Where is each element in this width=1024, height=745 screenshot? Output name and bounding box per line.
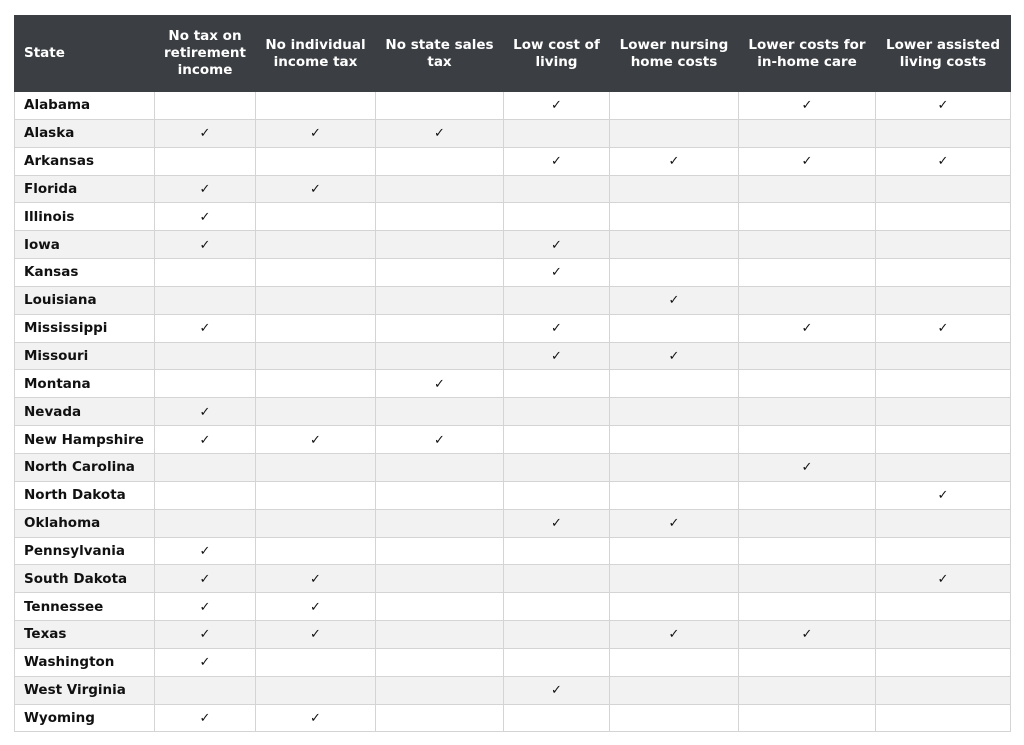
cell-no-tax-retirement-income xyxy=(155,370,256,398)
cell-no-tax-retirement-income xyxy=(155,704,256,732)
state-name-cell: Pennsylvania xyxy=(15,537,155,565)
state-name-cell: North Dakota xyxy=(15,481,155,509)
cell-lower-in-home-care-costs xyxy=(739,203,876,231)
cell-no-individual-income-tax xyxy=(256,537,376,565)
cell-lower-in-home-care-costs xyxy=(739,175,876,203)
cell-low-cost-of-living xyxy=(504,426,610,454)
checkmark-icon: ✓ xyxy=(310,432,321,448)
checkmark-icon: ✓ xyxy=(551,98,562,114)
cell-lower-assisted-living-costs xyxy=(876,370,1011,398)
cell-no-state-sales-tax xyxy=(376,398,504,426)
checkmark-icon: ✓ xyxy=(434,126,445,142)
cell-low-cost-of-living xyxy=(504,565,610,593)
cell-no-state-sales-tax xyxy=(376,119,504,147)
checkmark-icon: ✓ xyxy=(668,516,680,532)
state-name-cell: Washington xyxy=(15,648,155,676)
cell-no-tax-retirement-income xyxy=(155,509,256,537)
cell-lower-in-home-care-costs xyxy=(739,92,876,120)
table-row xyxy=(15,342,1011,370)
header-no-individual-income-tax: No individual income tax xyxy=(256,16,376,92)
checkmark-icon: ✓ xyxy=(199,181,211,197)
checkmark-icon: ✓ xyxy=(801,154,813,170)
checkmark-icon: ✓ xyxy=(551,237,562,253)
cell-no-tax-retirement-income xyxy=(155,426,256,454)
state-name-cell: Alabama xyxy=(15,92,155,120)
cell-lower-in-home-care-costs xyxy=(739,370,876,398)
header-low-cost-of-living: Low cost of living xyxy=(504,16,610,92)
cell-no-individual-income-tax xyxy=(256,231,376,259)
cell-lower-assisted-living-costs xyxy=(876,92,1011,120)
cell-lower-nursing-home-costs xyxy=(610,370,739,398)
table-row xyxy=(15,481,1011,509)
cell-no-individual-income-tax xyxy=(256,398,376,426)
cell-no-state-sales-tax xyxy=(376,370,504,398)
cell-lower-nursing-home-costs xyxy=(610,92,739,120)
cell-no-state-sales-tax xyxy=(376,676,504,704)
checkmark-icon: ✓ xyxy=(551,321,562,337)
checkmark-icon: ✓ xyxy=(199,209,211,225)
cell-no-tax-retirement-income xyxy=(155,147,256,175)
cell-no-individual-income-tax xyxy=(256,704,376,732)
cell-no-individual-income-tax xyxy=(256,119,376,147)
cell-low-cost-of-living xyxy=(504,231,610,259)
cell-no-state-sales-tax xyxy=(376,92,504,120)
state-name-cell: Illinois xyxy=(15,203,155,231)
table-row xyxy=(15,676,1011,704)
cell-lower-nursing-home-costs xyxy=(610,509,739,537)
state-name-cell: New Hampshire xyxy=(15,426,155,454)
cell-low-cost-of-living xyxy=(504,648,610,676)
cell-low-cost-of-living xyxy=(504,314,610,342)
cell-lower-assisted-living-costs xyxy=(876,203,1011,231)
table-row xyxy=(15,370,1011,398)
cell-no-state-sales-tax xyxy=(376,453,504,481)
table-row xyxy=(15,203,1011,231)
cell-no-tax-retirement-income xyxy=(155,92,256,120)
table-row xyxy=(15,509,1011,537)
cell-lower-assisted-living-costs xyxy=(876,175,1011,203)
cell-low-cost-of-living xyxy=(504,259,610,287)
cell-no-individual-income-tax xyxy=(256,648,376,676)
state-comparison-table-wrapper xyxy=(14,15,1010,732)
checkmark-icon: ✓ xyxy=(551,683,562,699)
checkmark-icon: ✓ xyxy=(199,710,211,726)
state-name-cell: Wyoming xyxy=(15,704,155,732)
cell-lower-in-home-care-costs xyxy=(739,398,876,426)
cell-no-individual-income-tax xyxy=(256,147,376,175)
header-no-tax-retirement-income: No tax on retirement income xyxy=(155,16,256,92)
cell-lower-assisted-living-costs xyxy=(876,565,1011,593)
cell-lower-nursing-home-costs xyxy=(610,259,739,287)
state-name-cell: Alaska xyxy=(15,119,155,147)
checkmark-icon: ✓ xyxy=(199,404,211,420)
cell-no-state-sales-tax xyxy=(376,648,504,676)
cell-low-cost-of-living xyxy=(504,453,610,481)
cell-lower-in-home-care-costs xyxy=(739,593,876,621)
checkmark-icon: ✓ xyxy=(199,599,211,615)
cell-low-cost-of-living xyxy=(504,481,610,509)
checkmark-icon: ✓ xyxy=(937,571,949,587)
cell-lower-nursing-home-costs xyxy=(610,314,739,342)
cell-lower-nursing-home-costs xyxy=(610,119,739,147)
cell-no-tax-retirement-income xyxy=(155,175,256,203)
cell-no-individual-income-tax xyxy=(256,565,376,593)
checkmark-icon: ✓ xyxy=(199,627,211,643)
cell-lower-nursing-home-costs xyxy=(610,593,739,621)
table-row xyxy=(15,92,1011,120)
state-name-cell: West Virginia xyxy=(15,676,155,704)
cell-no-individual-income-tax xyxy=(256,314,376,342)
checkmark-icon: ✓ xyxy=(937,321,949,337)
cell-no-state-sales-tax xyxy=(376,537,504,565)
cell-no-state-sales-tax xyxy=(376,203,504,231)
state-name-cell: Florida xyxy=(15,175,155,203)
cell-low-cost-of-living xyxy=(504,203,610,231)
header-lower-in-home-care-costs: Lower costs for in-home care xyxy=(739,16,876,92)
cell-no-state-sales-tax xyxy=(376,621,504,649)
cell-no-state-sales-tax xyxy=(376,565,504,593)
cell-lower-nursing-home-costs xyxy=(610,537,739,565)
cell-lower-assisted-living-costs xyxy=(876,621,1011,649)
table-body xyxy=(15,92,1011,732)
cell-lower-nursing-home-costs xyxy=(610,231,739,259)
state-name-cell: Nevada xyxy=(15,398,155,426)
checkmark-icon: ✓ xyxy=(801,321,813,337)
cell-no-tax-retirement-income xyxy=(155,593,256,621)
checkmark-icon: ✓ xyxy=(199,237,211,253)
cell-no-individual-income-tax xyxy=(256,175,376,203)
cell-no-individual-income-tax xyxy=(256,426,376,454)
table-row xyxy=(15,398,1011,426)
table-row xyxy=(15,259,1011,287)
cell-lower-nursing-home-costs xyxy=(610,648,739,676)
header-row xyxy=(15,16,1011,92)
cell-no-individual-income-tax xyxy=(256,481,376,509)
checkmark-icon: ✓ xyxy=(937,488,949,504)
state-name-cell: Missouri xyxy=(15,342,155,370)
cell-lower-assisted-living-costs xyxy=(876,147,1011,175)
cell-no-tax-retirement-income xyxy=(155,481,256,509)
cell-lower-assisted-living-costs xyxy=(876,231,1011,259)
cell-lower-in-home-care-costs xyxy=(739,286,876,314)
checkmark-icon: ✓ xyxy=(199,655,211,671)
cell-low-cost-of-living xyxy=(504,621,610,649)
cell-low-cost-of-living xyxy=(504,342,610,370)
checkmark-icon: ✓ xyxy=(434,432,445,448)
table-row xyxy=(15,314,1011,342)
cell-no-tax-retirement-income xyxy=(155,203,256,231)
cell-lower-nursing-home-costs xyxy=(610,147,739,175)
cell-lower-in-home-care-costs xyxy=(739,704,876,732)
cell-lower-assisted-living-costs xyxy=(876,342,1011,370)
checkmark-icon: ✓ xyxy=(551,154,562,170)
cell-lower-assisted-living-costs xyxy=(876,676,1011,704)
cell-lower-in-home-care-costs xyxy=(739,565,876,593)
state-name-cell: Texas xyxy=(15,621,155,649)
cell-lower-nursing-home-costs xyxy=(610,481,739,509)
cell-no-individual-income-tax xyxy=(256,453,376,481)
cell-lower-assisted-living-costs xyxy=(876,704,1011,732)
table-row xyxy=(15,286,1011,314)
checkmark-icon: ✓ xyxy=(937,98,949,114)
checkmark-icon: ✓ xyxy=(310,599,321,615)
cell-no-tax-retirement-income xyxy=(155,314,256,342)
cell-low-cost-of-living xyxy=(504,92,610,120)
cell-lower-assisted-living-costs xyxy=(876,314,1011,342)
checkmark-icon: ✓ xyxy=(310,126,321,142)
table-row xyxy=(15,231,1011,259)
cell-lower-in-home-care-costs xyxy=(739,509,876,537)
cell-no-individual-income-tax xyxy=(256,92,376,120)
cell-lower-assisted-living-costs xyxy=(876,119,1011,147)
table-row xyxy=(15,147,1011,175)
cell-no-tax-retirement-income xyxy=(155,537,256,565)
state-name-cell: South Dakota xyxy=(15,565,155,593)
cell-lower-nursing-home-costs xyxy=(610,398,739,426)
cell-lower-in-home-care-costs xyxy=(739,481,876,509)
table-row xyxy=(15,648,1011,676)
cell-lower-in-home-care-costs xyxy=(739,119,876,147)
table-row xyxy=(15,565,1011,593)
cell-low-cost-of-living xyxy=(504,537,610,565)
cell-lower-in-home-care-costs xyxy=(739,537,876,565)
cell-no-state-sales-tax xyxy=(376,231,504,259)
state-name-cell: Iowa xyxy=(15,231,155,259)
cell-lower-in-home-care-costs xyxy=(739,648,876,676)
cell-no-state-sales-tax xyxy=(376,593,504,621)
checkmark-icon: ✓ xyxy=(310,571,321,587)
cell-lower-in-home-care-costs xyxy=(739,147,876,175)
cell-no-tax-retirement-income xyxy=(155,565,256,593)
checkmark-icon: ✓ xyxy=(310,710,321,726)
cell-low-cost-of-living xyxy=(504,704,610,732)
cell-no-tax-retirement-income xyxy=(155,676,256,704)
cell-no-state-sales-tax xyxy=(376,426,504,454)
cell-no-individual-income-tax xyxy=(256,593,376,621)
cell-lower-assisted-living-costs xyxy=(876,453,1011,481)
checkmark-icon: ✓ xyxy=(310,627,321,643)
table-row xyxy=(15,704,1011,732)
checkmark-icon: ✓ xyxy=(668,154,680,170)
cell-no-tax-retirement-income xyxy=(155,231,256,259)
cell-no-state-sales-tax xyxy=(376,509,504,537)
cell-lower-assisted-living-costs xyxy=(876,286,1011,314)
checkmark-icon: ✓ xyxy=(434,376,445,392)
checkmark-icon: ✓ xyxy=(551,265,562,281)
cell-lower-assisted-living-costs xyxy=(876,259,1011,287)
cell-lower-assisted-living-costs xyxy=(876,481,1011,509)
cell-lower-in-home-care-costs xyxy=(739,676,876,704)
checkmark-icon: ✓ xyxy=(801,98,813,114)
header-lower-assisted-living-costs: Lower assisted living costs xyxy=(876,16,1011,92)
cell-lower-nursing-home-costs xyxy=(610,676,739,704)
cell-no-tax-retirement-income xyxy=(155,286,256,314)
cell-no-tax-retirement-income xyxy=(155,119,256,147)
state-name-cell: Oklahoma xyxy=(15,509,155,537)
cell-lower-nursing-home-costs xyxy=(610,621,739,649)
cell-low-cost-of-living xyxy=(504,676,610,704)
cell-low-cost-of-living xyxy=(504,370,610,398)
table-row xyxy=(15,537,1011,565)
checkmark-icon: ✓ xyxy=(668,627,680,643)
cell-no-individual-income-tax xyxy=(256,370,376,398)
cell-lower-assisted-living-costs xyxy=(876,593,1011,621)
cell-no-individual-income-tax xyxy=(256,203,376,231)
cell-no-tax-retirement-income xyxy=(155,398,256,426)
state-name-cell: Montana xyxy=(15,370,155,398)
cell-no-tax-retirement-income xyxy=(155,648,256,676)
checkmark-icon: ✓ xyxy=(199,126,211,142)
table-row xyxy=(15,119,1011,147)
checkmark-icon: ✓ xyxy=(310,181,321,197)
cell-lower-nursing-home-costs xyxy=(610,453,739,481)
cell-lower-nursing-home-costs xyxy=(610,342,739,370)
state-comparison-table xyxy=(14,15,1011,732)
cell-no-individual-income-tax xyxy=(256,259,376,287)
checkmark-icon: ✓ xyxy=(551,349,562,365)
checkmark-icon: ✓ xyxy=(199,571,211,587)
checkmark-icon: ✓ xyxy=(199,543,211,559)
cell-no-individual-income-tax xyxy=(256,621,376,649)
cell-no-state-sales-tax xyxy=(376,314,504,342)
cell-lower-assisted-living-costs xyxy=(876,537,1011,565)
cell-no-state-sales-tax xyxy=(376,342,504,370)
checkmark-icon: ✓ xyxy=(801,460,813,476)
checkmark-icon: ✓ xyxy=(801,627,813,643)
cell-low-cost-of-living xyxy=(504,593,610,621)
table-header xyxy=(15,16,1011,92)
header-no-state-sales-tax: No state sales tax xyxy=(376,16,504,92)
cell-lower-in-home-care-costs xyxy=(739,342,876,370)
cell-lower-assisted-living-costs xyxy=(876,398,1011,426)
cell-no-individual-income-tax xyxy=(256,286,376,314)
cell-low-cost-of-living xyxy=(504,398,610,426)
cell-no-tax-retirement-income xyxy=(155,259,256,287)
cell-no-state-sales-tax xyxy=(376,175,504,203)
cell-lower-nursing-home-costs xyxy=(610,426,739,454)
cell-lower-in-home-care-costs xyxy=(739,231,876,259)
cell-lower-in-home-care-costs xyxy=(739,453,876,481)
cell-no-individual-income-tax xyxy=(256,509,376,537)
cell-lower-nursing-home-costs xyxy=(610,565,739,593)
cell-lower-assisted-living-costs xyxy=(876,426,1011,454)
cell-low-cost-of-living xyxy=(504,119,610,147)
cell-lower-in-home-care-costs xyxy=(739,259,876,287)
cell-low-cost-of-living xyxy=(504,286,610,314)
cell-lower-nursing-home-costs xyxy=(610,203,739,231)
table-row xyxy=(15,593,1011,621)
cell-no-state-sales-tax xyxy=(376,259,504,287)
state-name-cell: Louisiana xyxy=(15,286,155,314)
table-row xyxy=(15,621,1011,649)
state-name-cell: North Carolina xyxy=(15,453,155,481)
cell-no-state-sales-tax xyxy=(376,147,504,175)
table-row xyxy=(15,175,1011,203)
table-row xyxy=(15,426,1011,454)
cell-lower-in-home-care-costs xyxy=(739,621,876,649)
cell-no-tax-retirement-income xyxy=(155,342,256,370)
header-lower-nursing-home-costs: Lower nursing home costs xyxy=(610,16,739,92)
checkmark-icon: ✓ xyxy=(668,293,680,309)
cell-no-tax-retirement-income xyxy=(155,453,256,481)
cell-lower-in-home-care-costs xyxy=(739,426,876,454)
cell-no-state-sales-tax xyxy=(376,286,504,314)
checkmark-icon: ✓ xyxy=(199,432,211,448)
checkmark-icon: ✓ xyxy=(199,321,211,337)
cell-lower-nursing-home-costs xyxy=(610,175,739,203)
cell-no-individual-income-tax xyxy=(256,676,376,704)
cell-no-individual-income-tax xyxy=(256,342,376,370)
checkmark-icon: ✓ xyxy=(937,154,949,170)
state-name-cell: Mississippi xyxy=(15,314,155,342)
cell-low-cost-of-living xyxy=(504,509,610,537)
cell-lower-nursing-home-costs xyxy=(610,704,739,732)
cell-lower-assisted-living-costs xyxy=(876,509,1011,537)
cell-lower-assisted-living-costs xyxy=(876,648,1011,676)
cell-no-state-sales-tax xyxy=(376,481,504,509)
cell-lower-nursing-home-costs xyxy=(610,286,739,314)
checkmark-icon: ✓ xyxy=(551,516,562,532)
cell-no-tax-retirement-income xyxy=(155,621,256,649)
checkmark-icon: ✓ xyxy=(668,349,680,365)
table-row xyxy=(15,453,1011,481)
state-name-cell: Arkansas xyxy=(15,147,155,175)
cell-no-state-sales-tax xyxy=(376,704,504,732)
header-state: State xyxy=(15,16,155,92)
state-name-cell: Kansas xyxy=(15,259,155,287)
cell-low-cost-of-living xyxy=(504,175,610,203)
cell-low-cost-of-living xyxy=(504,147,610,175)
cell-lower-in-home-care-costs xyxy=(739,314,876,342)
state-name-cell: Tennessee xyxy=(15,593,155,621)
